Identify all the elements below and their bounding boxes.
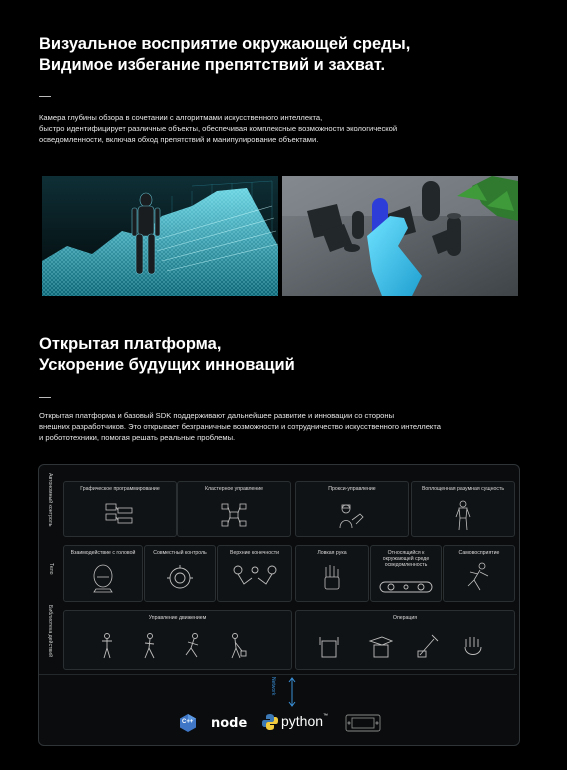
card-label: Относящийся к окружающей среде осведомленность <box>382 550 430 568</box>
card-proxy-control <box>295 481 409 537</box>
section2-title <box>39 334 295 376</box>
cpp-logo-text: C++ <box>182 719 194 725</box>
hand-grip-icon <box>462 633 484 659</box>
python-logo-text: python <box>281 713 324 729</box>
balance-robot-icon <box>464 562 494 594</box>
para-line: осведомленности, включая обход препятствий и манипулирование объектами. <box>39 135 319 144</box>
robot-arms-icon <box>230 564 280 590</box>
card-label: Графическое программирование <box>80 486 160 492</box>
architecture-diagram <box>38 464 520 746</box>
controller-device-icon <box>345 713 381 733</box>
card-head-interaction <box>63 545 143 602</box>
divider-dash <box>39 397 51 398</box>
card-upper-limbs <box>217 545 292 602</box>
nodejs-logo: node <box>211 716 248 731</box>
card-self-perception <box>443 545 515 602</box>
hand-tool-icon <box>416 633 440 659</box>
card-label: Операция <box>392 615 418 621</box>
grasping-photo <box>282 176 518 296</box>
para-line: Открытая платформа и базовый SDK поддерживают дальнейшее развитие и инновации со стороны <box>39 411 395 420</box>
card-label: Взаимодействие с головой <box>70 550 136 556</box>
para-line: и робототехники, помогая решать реальные проблемы. <box>39 433 236 442</box>
robot-hand-icon <box>322 563 342 593</box>
divider-dash <box>39 96 51 97</box>
row-label-action-library: Библиотека действий <box>47 605 53 657</box>
para-line: внешних разработчиков. Это открывает безграничные возможности и сотрудничество искусственного интеллекта <box>39 422 441 431</box>
card-embodied-intelligence <box>411 481 515 537</box>
walking-pose-icon <box>142 633 158 659</box>
section2-paragraph <box>39 410 441 443</box>
section1-paragraph <box>39 112 397 145</box>
card-label: Самовосприятие <box>458 550 500 556</box>
humanoid-robot-icon <box>454 500 472 532</box>
card-operation <box>295 610 515 670</box>
card-environment-awareness <box>370 545 442 602</box>
card-label: Совместный контроль <box>153 550 207 556</box>
standing-pose-icon <box>100 633 114 659</box>
joint-motor-icon <box>165 564 195 592</box>
section1-title-line2: Видимое избегание препятствий и захват. <box>39 56 386 74</box>
depth-camera-icon <box>379 580 433 594</box>
card-label: Кластерное управление <box>204 486 264 492</box>
card-joint-control <box>144 545 216 602</box>
network-nodes-icon <box>220 502 248 528</box>
row-separator <box>39 674 517 675</box>
blocks-icon <box>104 502 136 528</box>
python-logo <box>281 713 328 729</box>
row-label-body: Тело <box>48 563 54 575</box>
card-label: Ловкая рука <box>317 550 347 556</box>
python-snake-icon <box>261 713 279 731</box>
cpp-logo <box>179 713 197 733</box>
gripper-box-icon <box>318 633 340 659</box>
hand-package-icon <box>368 633 394 659</box>
running-pose-icon <box>184 633 202 659</box>
card-graphical-programming <box>63 481 177 537</box>
network-label: Network <box>270 677 276 696</box>
card-label: Прокси-управление <box>328 486 376 492</box>
section2-title-line2: Ускорение будущих инноваций <box>39 356 295 374</box>
section2-title-line1: Открытая платформа, <box>39 335 222 353</box>
robot-head-icon <box>90 563 116 593</box>
teleoperation-icon <box>334 502 366 530</box>
para-line: Камера глубины обзора в сочетании с алгоритмами искусственного интеллекта, <box>39 113 323 122</box>
card-label: Управление движением <box>148 615 207 621</box>
python-trademark: ™ <box>323 713 329 719</box>
card-cluster-control <box>177 481 291 537</box>
row-label-autonomous: Автономный контроль <box>47 473 53 527</box>
card-dexterous-hand <box>295 545 369 602</box>
depth-vision-photo <box>42 176 278 296</box>
card-motion-control <box>63 610 292 670</box>
card-label: Верхние конечности <box>230 550 279 556</box>
lifting-pose-icon <box>228 633 248 659</box>
card-label: Воплощенная разумная сущность <box>421 486 505 492</box>
section1-title-line1: Визуальное восприятие окружающей среды, <box>39 35 411 53</box>
para-line: быстро идентифицирует различные объекты, обеспечивая комплексные возможности экологической <box>39 124 398 133</box>
network-arrow-icon <box>287 677 297 707</box>
section1-title <box>39 34 410 76</box>
